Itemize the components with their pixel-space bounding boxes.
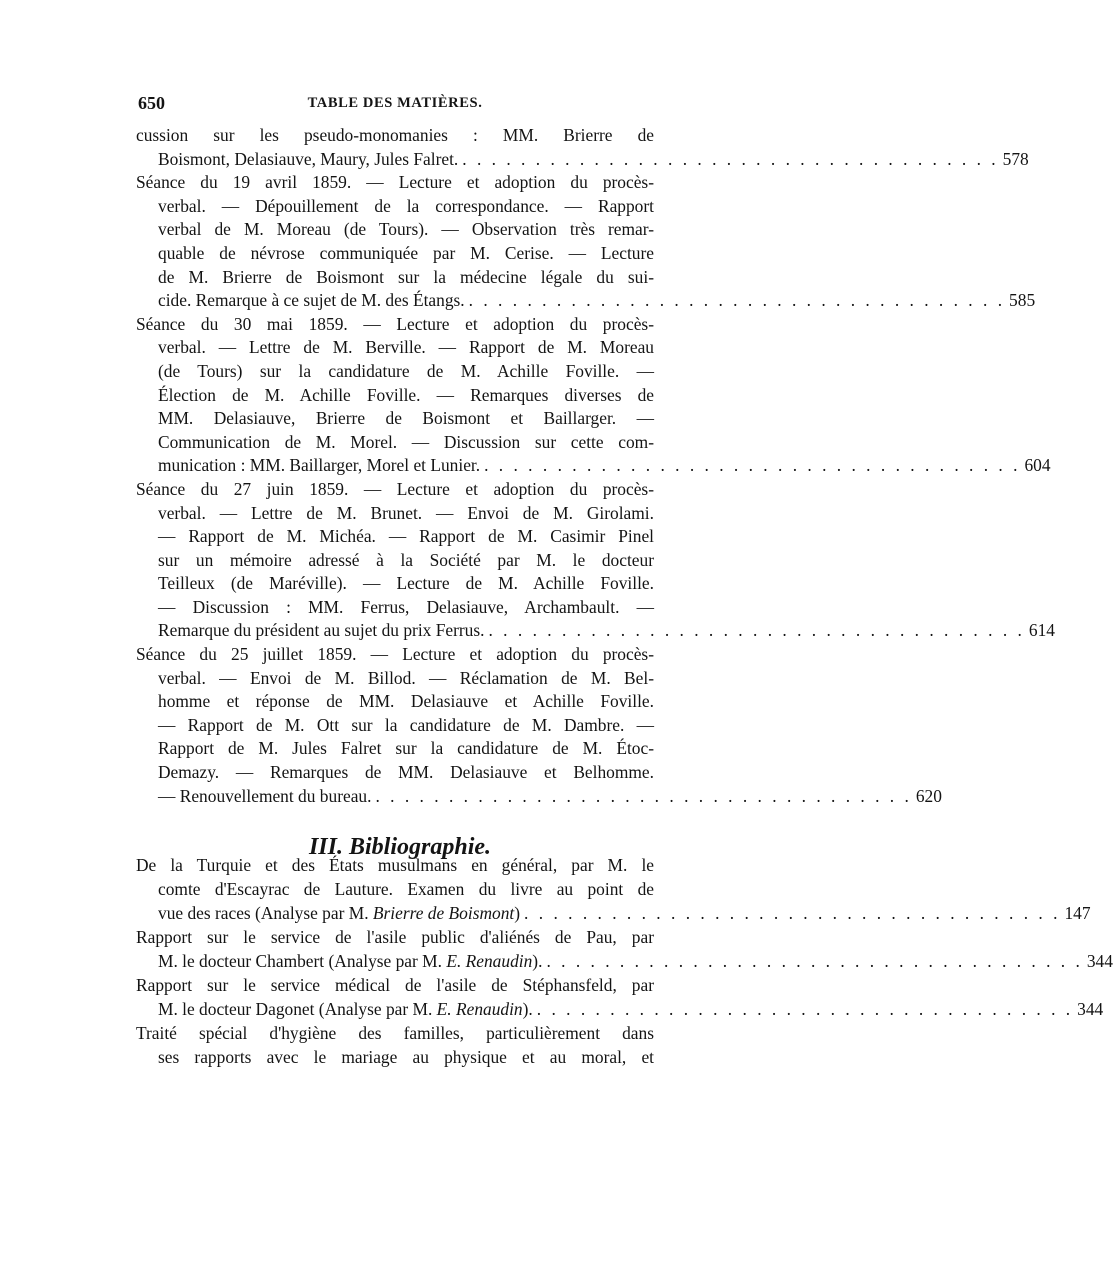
entry-text: Boismont, Delasiauve, Maury, Jules Falret. <box>158 148 459 169</box>
biblio-line <box>136 949 1113 973</box>
entry-text: cide. Remarque à ce sujet de M. des Étangs. <box>158 290 465 311</box>
biblio-line: comte d'Escayrac de Lauture. Examen du livre au point de <box>158 879 654 899</box>
toc-entry <box>136 643 942 808</box>
biblio-page-ref: 147 <box>1064 903 1091 923</box>
dot-leader: . . . . . . . . . . . . . . . . . . . . . . . . . . . . . . . . . . . . . <box>468 290 1006 311</box>
entry-line: sur un mémoire adressé à la Société par M. le docteur <box>158 549 654 570</box>
biblio-line: Traité spécial d'hygiène des familles, particulièrement dans <box>136 1023 654 1043</box>
closing-punct: ) <box>514 903 521 923</box>
entry-line: — Rapport de M. Michéa. — Rapport de M. Casimir Pinel <box>158 526 654 547</box>
entry-line: (de Tours) sur la candidature de M. Achille Foville. — <box>158 360 654 381</box>
entry-line: verbal. — Dépouillement de la correspondance. — Rapport <box>158 195 654 216</box>
entry-page-ref: 585 <box>1009 290 1036 311</box>
section-title: III. Bibliographie. <box>308 834 492 860</box>
entry-line: Séance du 25 juillet 1859. — Lecture et adoption du procès- <box>136 644 654 665</box>
dot-leader: . . . . . . . . . . . . . . . . . . . . . . . . . . . . . . . . . . . . . <box>462 148 999 169</box>
toc-entry <box>136 171 1036 313</box>
dot-leader: . . . . . . . . . . . . . . . . . . . . . . . . . . . . . . . . . . . . . <box>375 785 912 806</box>
entry-line <box>136 454 1051 478</box>
entry-line <box>136 148 1029 172</box>
bibliography-entries <box>136 853 1113 1069</box>
biblio-page-ref: 344 <box>1077 999 1104 1019</box>
entry-line: Communication de M. Morel. — Discussion sur cette com- <box>158 431 654 452</box>
biblio-text-part: M. le docteur Chambert (Analyse par M. <box>158 951 447 971</box>
entry-line: de M. Brierre de Boismont sur la médecine légale du sui- <box>158 266 654 287</box>
biblio-text <box>158 901 520 925</box>
analyst-name: E. Renaudin <box>436 999 523 1019</box>
biblio-entry <box>136 1021 654 1069</box>
entry-line: — Rapport de M. Ott sur la candidature de M. Dambre. — <box>158 714 654 735</box>
dot-leader: . . . . . . . . . . . . . . . . . . . . . . . . . . . . . . . . . . . . . <box>524 903 1061 923</box>
analyst-name: E. Renaudin <box>446 951 533 971</box>
dot-leader: . . . . . . . . . . . . . . . . . . . . . . . . . . . . . . . . . . . . . <box>536 999 1074 1019</box>
closing-punct: ). <box>532 951 543 971</box>
seance-entries <box>136 124 1055 808</box>
biblio-text <box>158 949 542 973</box>
entry-line: verbal de M. Moreau (de Tours). — Observation très remar- <box>158 219 654 240</box>
toc-entry <box>136 124 1029 171</box>
biblio-line <box>136 997 1104 1021</box>
page-number: 650 <box>138 93 165 113</box>
entry-line: cussion sur les pseudo-monomanies : MM. Brierre de <box>136 125 654 145</box>
biblio-entry <box>136 925 1113 973</box>
entry-page-ref: 620 <box>915 785 942 806</box>
entry-text: munication : MM. Baillarger, Morel et Lunier. <box>158 455 481 476</box>
entry-line: verbal. — Envoi de M. Billod. — Réclamation de M. Bel- <box>158 667 654 688</box>
entry-line: Teilleux (de Maréville). — Lecture de M. Achille Foville. <box>158 573 654 594</box>
biblio-text-part: M. le docteur Dagonet (Analyse par M. <box>158 999 437 1019</box>
toc-entry <box>136 313 1051 478</box>
entry-line: verbal. — Lettre de M. Brunet. — Envoi de M. Girolami. <box>158 502 654 523</box>
biblio-line: De la Turquie et des États musulmans en général, par M. le <box>136 855 654 875</box>
biblio-line: Rapport sur le service médical de l'asile de Stéphansfeld, par <box>136 975 654 995</box>
running-title: TABLE DES MATIÈRES. <box>307 95 483 111</box>
toc-entry <box>136 478 1055 643</box>
closing-punct: ). <box>522 999 533 1019</box>
biblio-line: ses rapports avec le mariage au physique et au moral, et <box>158 1047 654 1067</box>
running-header <box>138 93 652 119</box>
entry-line: MM. Delasiauve, Brierre de Boismont et Baillarger. — <box>158 408 654 429</box>
biblio-line <box>136 901 1091 925</box>
entry-line: Séance du 19 avril 1859. — Lecture et adoption du procès- <box>136 172 654 193</box>
analyst-name: Brierre de Boismont <box>372 903 515 923</box>
dot-leader: . . . . . . . . . . . . . . . . . . . . . . . . . . . . . . . . . . . . . <box>488 620 1025 641</box>
entry-line: Demazy. — Remarques de MM. Delasiauve et Belhomme. <box>158 762 654 783</box>
biblio-page-ref: 344 <box>1086 951 1113 971</box>
entry-page-ref: 604 <box>1024 455 1051 476</box>
entry-text: Remarque du président au sujet du prix Ferrus. <box>158 620 485 641</box>
entry-line <box>136 619 1055 643</box>
entry-text: — Renouvellement du bureau. <box>158 785 372 806</box>
entry-line: Élection de M. Achille Foville. — Remarques diverses de <box>158 384 654 405</box>
entry-page-ref: 614 <box>1028 620 1055 641</box>
entry-line: homme et réponse de MM. Delasiauve et Achille Foville. <box>158 691 654 712</box>
dot-leader: . . . . . . . . . . . . . . . . . . . . . . . . . . . . . . . . . . . . . <box>546 951 1083 971</box>
entry-line: quable de névrose communiquée par M. Cerise. — Lecture <box>158 242 654 263</box>
entry-line: verbal. — Lettre de M. Berville. — Rapport de M. Moreau <box>158 337 654 358</box>
entry-line: Séance du 27 juin 1859. — Lecture et adoption du procès- <box>136 478 654 499</box>
biblio-text <box>158 997 533 1021</box>
entry-line: Rapport de M. Jules Falret sur la candidature de M. Étoc- <box>158 738 654 759</box>
biblio-text-part: vue des races (Analyse par M. <box>158 903 373 923</box>
biblio-entry <box>136 853 1091 925</box>
biblio-line: Rapport sur le service de l'asile public d'aliénés de Pau, par <box>136 927 654 947</box>
entry-page-ref: 578 <box>1002 148 1029 169</box>
entry-line <box>136 289 1036 313</box>
entry-line: Séance du 30 mai 1859. — Lecture et adoption du procès- <box>136 313 654 334</box>
entry-line: — Discussion : MM. Ferrus, Delasiauve, Archambault. — <box>158 596 654 617</box>
dot-leader: . . . . . . . . . . . . . . . . . . . . . . . . . . . . . . . . . . . . . <box>484 455 1021 476</box>
entry-line <box>136 785 942 809</box>
biblio-entry <box>136 973 1104 1021</box>
